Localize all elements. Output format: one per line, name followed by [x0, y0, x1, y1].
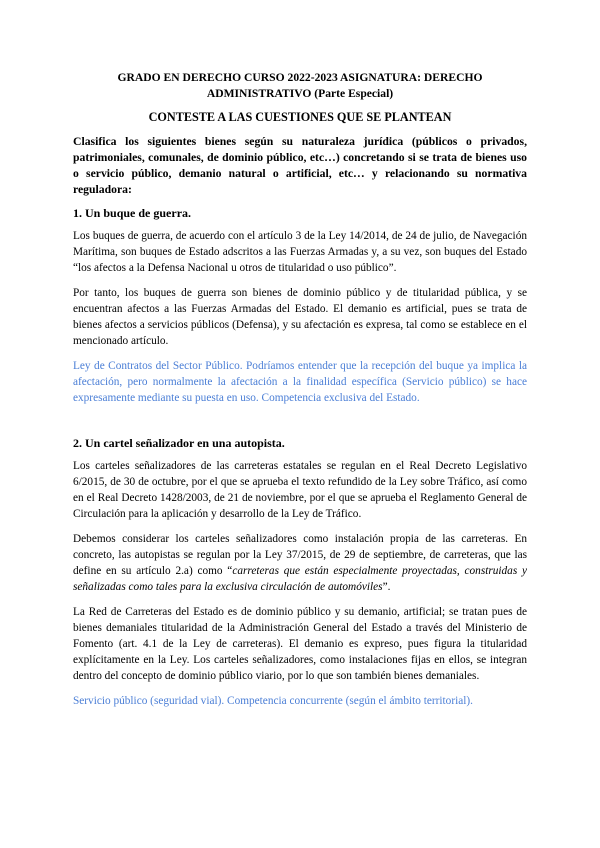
section-1-title: 1. Un buque de guerra. — [73, 206, 192, 220]
course-header — [73, 70, 527, 102]
section-2-paragraph-1: Los carteles señalizadores de las carreteras estatales se regulan en el Real Decreto Legislativo 6/2015, de 30 de octubre, por el que se aprueba el texto refundido de la Ley sobre Tráfico, así como en el Real Decreto 1428/2003, de 21 de noviembre, por el que se aprueba el Reglamento General de Circulación para la aplicación y desarrollo de la Ley de Tráfico. — [73, 460, 527, 520]
exercise-title: CONTESTE A LAS CUESTIONES QUE SE PLANTEAN — [148, 110, 452, 124]
section-2-paragraph-2-end: ”. — [382, 581, 391, 593]
section-1-note: Ley de Contratos del Sector Público. Podríamos entender que la recepción del buque ya implica la afectación, pero normalmente la afectación a la finalidad específica (Servicio público) se hace expresamente mediante su puesta en uso. Competencia exclusiva del Estado. — [73, 360, 527, 404]
section-2-paragraph-3: La Red de Carreteras del Estado es de dominio público y su demanio, artificial; se tratan pues de bienes demaniales titularidad de la Administración General del Estado a través del Ministerio de Fomento (art. 4.1 de la Ley de carreteras). El demanio es expreso, pues figura la titularidad explícitamente en la Ley. Los carteles señalizadores, como instalaciones fijas en ellos, se integran dentro del concepto de dominio público viario, por lo que son también bienes demaniales. — [73, 606, 527, 682]
exercise-instruction: Clasifica los siguientes bienes según su naturaleza jurídica (públicos o privados, patrimoniales, comunales, de dominio público, etc…) concretando si se trata de bienes uso o servicio público, demanio natural o artificial, etc… y relacionando su normativa reguladora: — [73, 135, 527, 196]
section-2-quote: carreteras que están especialmente proyectadas, construidas y señalizadas como tales para la exclusiva circulación de automóviles — [73, 565, 527, 593]
course-header-line-2: ADMINISTRATIVO (Parte Especial) — [206, 87, 394, 100]
section-2-paragraph-2-start: Debemos considerar los carteles señalizadores como instalación propia de las carreteras. En concreto, las autopistas se regulan por la Ley 37/2015, de 29 de septiembre, de carreteras, que las define en su artículo 2.a) como “ — [73, 533, 527, 577]
section-1-paragraph-1: Los buques de guerra, de acuerdo con el artículo 3 de la Ley 14/2014, de 24 de julio, de Navegación Marítima, son buques de Estado adscritos a las Fuerzas Armadas y, a su vez, son buques del Estado “los afectos a la Defensa Nacional u otros de titularidad o uso público”. — [73, 230, 527, 274]
section-2-note: Servicio público (seguridad vial). Competencia concurrente (según el ámbito territorial). — [73, 695, 473, 707]
section-2-paragraph-2 — [73, 531, 527, 595]
document-body — [73, 70, 527, 718]
section-spacer — [73, 415, 527, 435]
section-1-paragraph-2: Por tanto, los buques de guerra son bienes de dominio público y de titularidad pública, y se encuentran afectos a las Fuerzas Armadas del Estado. El demanio es artificial, pues se trata de bienes afectos a servicios públicos (Defensa), y su afectación es expresa, tal como se establece en el mencionado artículo. — [73, 287, 527, 347]
section-2-title: 2. Un cartel señalizador en una autopista. — [73, 436, 285, 450]
course-header-line-1: GRADO EN DERECHO CURSO 2022-2023 ASIGNATURA: DERECHO — [117, 71, 483, 84]
